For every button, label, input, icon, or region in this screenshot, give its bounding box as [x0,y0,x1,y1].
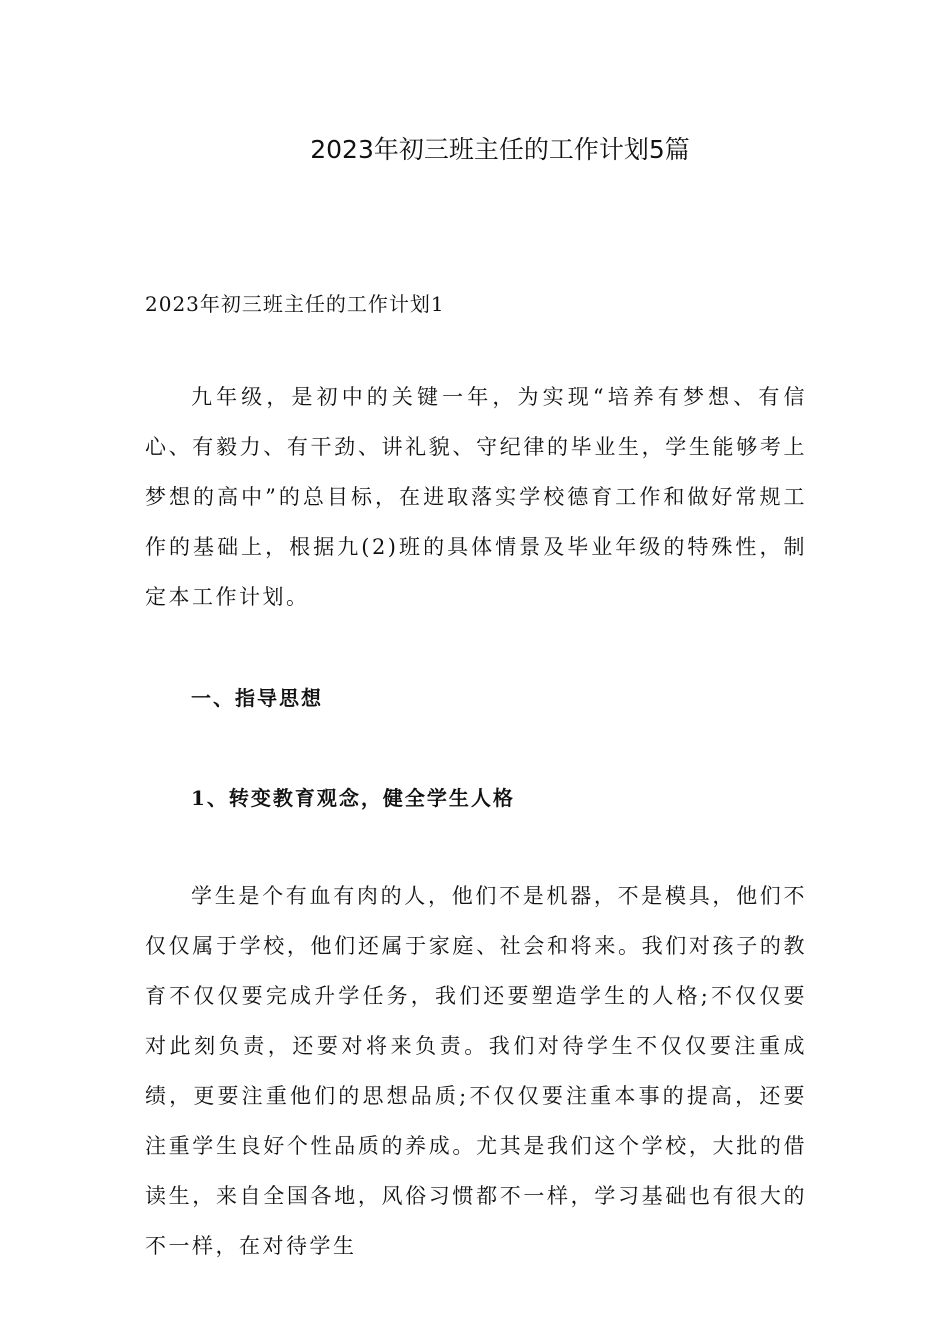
paragraph-body: 学生是个有血有肉的人，他们不是机器，不是模具，他们不仅仅属于学校，他们还属于家庭、社会和将来。我们对孩子的教育不仅仅要完成升学任务，我们还要塑造学生的人格;不仅仅要对此刻负责，还要对将来负责。我们对待学生不仅仅要注重成绩，更要注重他们的思想品质;不仅仅要注重本事的提高，还要注重学生良好个性品质的养成。尤其是我们这个学校，大批的借读生，来自全国各地，风俗习惯都不一样，学习基础也有很大的不一样，在对待学生 [145,884,807,1258]
document-title: 2023年初三班主任的工作计划5篇 [310,135,690,164]
heading-guiding-ideology: 一、指导思想 [191,686,323,710]
section-heading: 2023年初三班主任的工作计划1 [145,292,445,316]
paragraph-intro: 九年级，是初中的关键一年，为实现“培养有梦想、有信心、有毅力、有干劲、讲礼貌、守纪律的毕业生，学生能够考上梦想的高中”的总目标，在进取落实学校德育工作和做好常规工作的基础上，根据九(2)班的具体情景及毕业年级的特殊性，制定本工作计划。 [145,385,807,609]
heading-change-concepts: 1、转变教育观念，健全学生人格 [191,786,515,810]
